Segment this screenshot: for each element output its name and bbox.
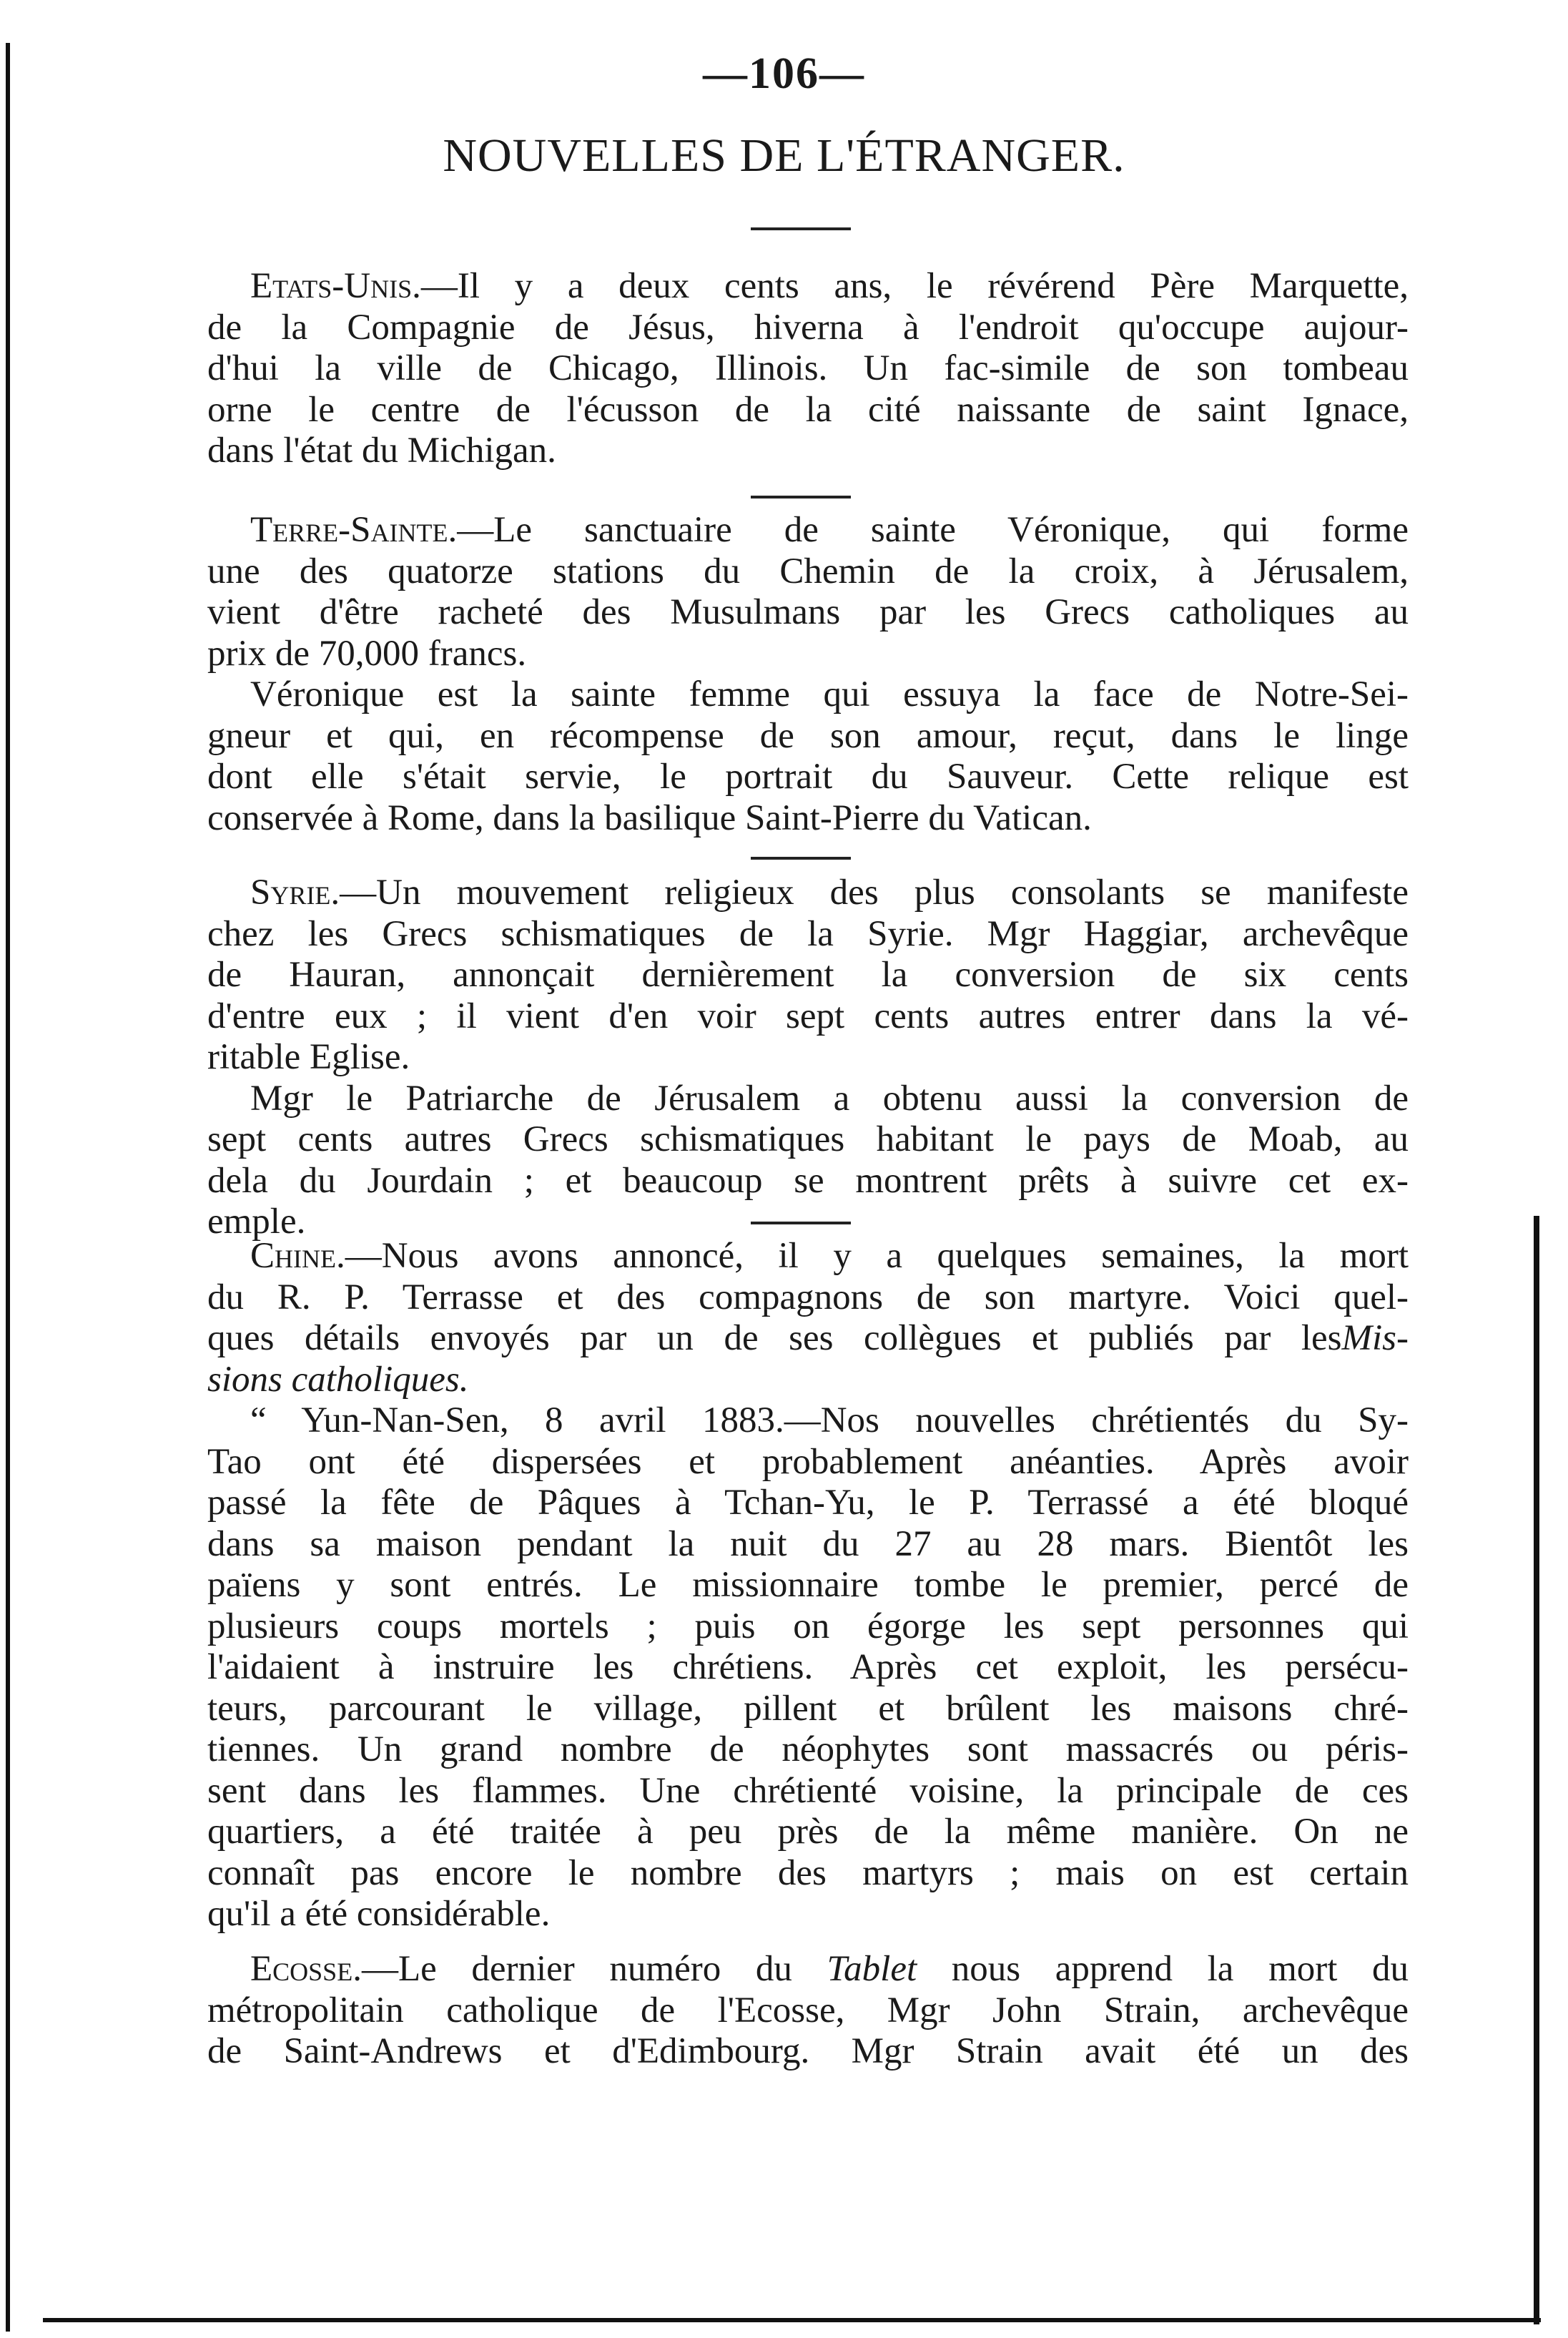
italic-title: Tablet	[827, 1949, 917, 1989]
article-line: prix de 70,000 francs.	[207, 633, 527, 674]
article-line: Chine.—Nous avons annoncé, il y a quelques semaines, la mort	[250, 1236, 1409, 1276]
page-right-edge	[1534, 1216, 1539, 2324]
article-chine	[207, 1236, 1409, 1935]
article-line: connaît pas encore le nombre des martyrs ; mais on est certain	[207, 1852, 1409, 1893]
article-ecosse	[207, 1949, 1409, 2073]
article-terre-sainte	[207, 510, 1409, 839]
article-line: Etats-Unis.—Il y a deux cents ans, le révérend Père Marquette,	[250, 266, 1409, 306]
article-line: dans sa maison pendant la nuit du 27 au 28 mars. Bientôt les	[207, 1523, 1409, 1564]
article-heading: Ecosse.	[250, 1949, 362, 1989]
article-line: conservée à Rome, dans la basilique Saint-Pierre du Vatican.	[207, 797, 1092, 838]
article-line: sions catholiques.	[207, 1359, 469, 1400]
article-line: ritable Eglise.	[207, 1037, 410, 1077]
article-line: orne le centre de l'écusson de la cité naissante de saint Ignace,	[207, 389, 1409, 430]
article-etats-unis	[207, 266, 1409, 472]
article-line: une des quatorze stations du Chemin de la croix, à Jérusalem,	[207, 551, 1409, 591]
article-heading: Syrie.	[250, 873, 340, 913]
article-line: Ecosse.—Le dernier numéro du Tablet nous apprend la mort du	[250, 1949, 1409, 1989]
article-line: d'hui la ville de Chicago, Illinois. Un fac-simile de son tombeau	[207, 348, 1409, 388]
article-line: ques détails envoyés par un de ses collègues et publiés par lesMis-	[207, 1318, 1409, 1358]
article-line: Véronique est la sainte femme qui essuya la face de Notre-Sei-	[250, 674, 1409, 714]
article-line: Mgr le Patriarche de Jérusalem a obtenu aussi la conversion de	[250, 1078, 1409, 1119]
article-heading: Terre-Sainte.	[250, 510, 458, 550]
article-line: païens y sont entrés. Le missionnaire tombe le premier, percé de	[207, 1565, 1409, 1605]
article-line: plusieurs coups mortels ; puis on égorge les sept personnes qui	[207, 1606, 1409, 1646]
article-line: tiennes. Un grand nombre de néophytes sont massacrés ou péris-	[207, 1729, 1409, 1769]
italic-title: Mis-	[1341, 1318, 1409, 1358]
page-number: —106—	[703, 49, 865, 98]
article-line: du R. P. Terrasse et des compagnons de son martyre. Voici quel-	[207, 1277, 1409, 1317]
article-line: sent dans les flammes. Une chrétienté voisine, la principale de ces	[207, 1770, 1409, 1811]
section-divider	[751, 496, 851, 498]
article-line: quartiers, a été traitée à peu près de la même manière. On ne	[207, 1812, 1409, 1852]
article-line: dans l'état du Michigan.	[207, 431, 556, 471]
page-bottom-edge	[43, 2318, 1541, 2322]
article-line: passé la fête de Pâques à Tchan-Yu, le P. Terrassé a été bloqué	[207, 1483, 1409, 1523]
article-line: Syrie.—Un mouvement religieux des plus consolants se manifeste	[250, 873, 1409, 913]
article-line: d'entre eux ; il vient d'en voir sept cents autres entrer dans la vé-	[207, 996, 1409, 1036]
article-line: chez les Grecs schismatiques de la Syrie. Mgr Haggiar, archevêque	[207, 913, 1409, 954]
article-line: Tao ont été dispersées et probablement anéanties. Après avoir	[207, 1441, 1409, 1482]
article-line: dela du Jourdain ; et beaucoup se montrent prêts à suivre cet ex-	[207, 1160, 1409, 1201]
section-divider	[751, 857, 851, 860]
page-title: NOUVELLES DE L'ÉTRANGER.	[443, 129, 1125, 182]
article-line: sept cents autres Grecs schismatiques habitant le pays de Moab, au	[207, 1119, 1409, 1159]
article-heading: Chine.	[250, 1236, 345, 1276]
article-line: l'aidaient à instruire les chrétiens. Après cet exploit, les persécu-	[207, 1647, 1409, 1687]
article-line: emple.	[207, 1202, 306, 1242]
section-divider	[751, 1222, 851, 1224]
page-left-edge	[6, 43, 10, 2332]
title-divider	[751, 227, 851, 230]
article-line: de la Compagnie de Jésus, hiverna à l'endroit qu'occupe aujour-	[207, 307, 1409, 348]
article-line: teurs, parcourant le village, pillent et brûlent les maisons chré-	[207, 1688, 1409, 1729]
article-line: de Hauran, annonçait dernièrement la conversion de six cents	[207, 955, 1409, 995]
article-line: vient d'être racheté des Musulmans par les Grecs catholiques au	[207, 592, 1409, 632]
article-line: de Saint-Andrews et d'Edimbourg. Mgr Strain avait été un des	[207, 2031, 1409, 2071]
article-line: dont elle s'était servie, le portrait du Sauveur. Cette relique est	[207, 757, 1409, 797]
article-syrie	[207, 873, 1409, 1243]
article-line: Terre-Sainte.—Le sanctuaire de sainte Véronique, qui forme	[250, 510, 1409, 550]
article-line: gneur et qui, en récompense de son amour, reçut, dans le linge	[207, 715, 1409, 756]
article-line: qu'il a été considérable.	[207, 1894, 551, 1934]
article-line: “ Yun-Nan-Sen, 8 avril 1883.—Nos nouvelles chrétientés du Sy-	[250, 1400, 1409, 1440]
article-line: métropolitain catholique de l'Ecosse, Mgr John Strain, archevêque	[207, 1990, 1409, 2030]
article-heading: Etats-Unis.	[250, 266, 421, 306]
italic-title: sions	[207, 1359, 282, 1400]
